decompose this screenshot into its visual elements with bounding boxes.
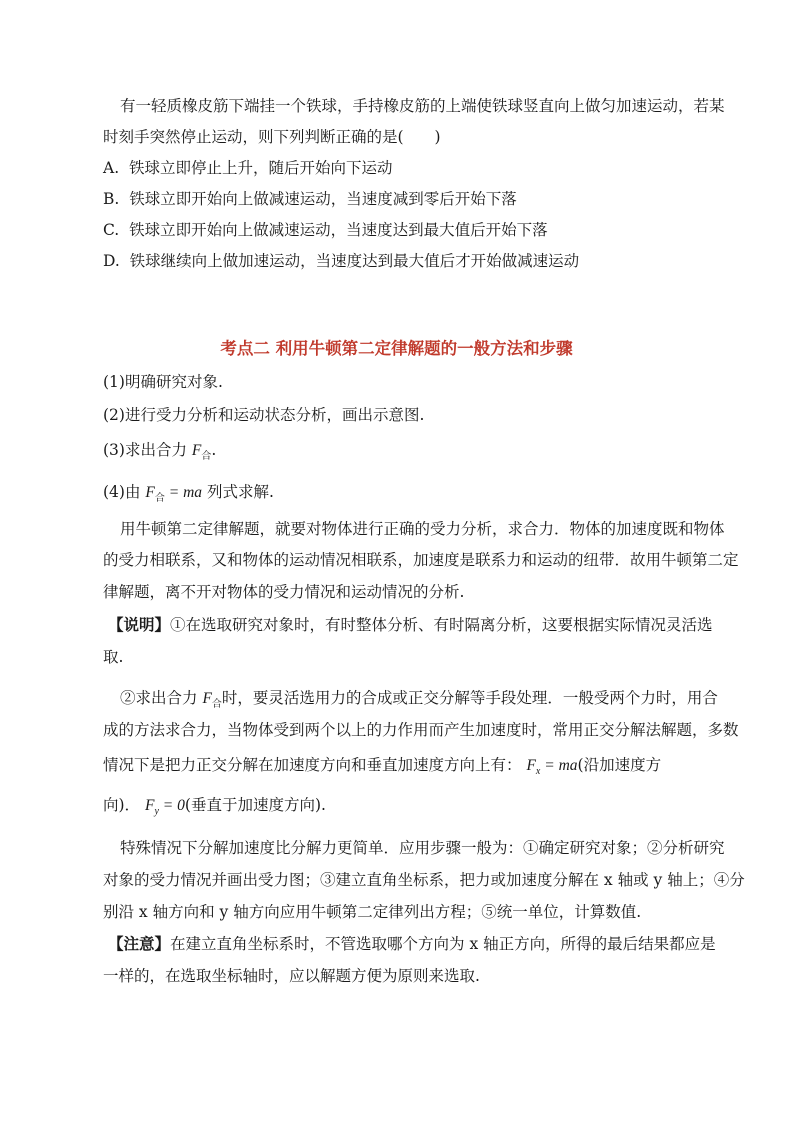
note2-line3 [103,755,661,782]
option-text: 铁球继续向上做加速运动，当速度达到最大值后才开始做减速运动 [129,252,580,270]
para1-line1: 用牛顿第二定律解题，就要对物体进行正确的受力分析，求合力．物体的加速度既和物体 [120,520,725,538]
section-heading: 考点二 利用牛顿第二定律解题的一般方法和步骤 [220,339,573,358]
option-b [103,189,517,209]
para2-line1: 特殊情况下分解加速度比分解力更简单．应用步骤一般为：①确定研究对象；②分析研究 [120,839,725,857]
para1-line2: 的受力相联系，又和物体的运动情况相联系，加速度是联系力和运动的纽带．故用牛顿第二定 [103,551,739,569]
option-letter: C. [103,221,120,239]
option-c [103,220,548,240]
option-text: 铁球立即开始向上做减速运动，当速度达到最大值后开始下落 [129,221,548,239]
note1-line2: 取. [103,648,124,666]
formula-f: $F_合$ [202,690,222,710]
note2-line4 [103,795,326,822]
step-3-suffix: . [211,441,217,459]
formula-fy: $F_y = 0$ [145,797,185,817]
option-a [103,158,393,178]
formula-fx: $F_x$ = ma [526,757,578,777]
note-label: 【说明】 [108,615,171,634]
caution-line1 [108,934,716,954]
note2-line1 [120,688,718,715]
para2-line2: 对象的受力情况并画出受力图；③建立直角坐标系，把力或加速度分解在 x 轴或 y 轴上；④分 [103,871,745,889]
option-letter: A. [103,159,120,177]
step-4-suffix: 列式求解. [202,483,274,501]
question-stem-line1: 有一轻质橡皮筋下端挂一个铁球，手持橡皮筋的上端使铁球竖直向上做匀加速运动，若某 [120,97,725,115]
formula-newton: $F_合$ = ma [145,484,203,504]
step-2: (2)进行受力分析和运动状态分析，画出示意图. [103,406,425,424]
option-text: 铁球立即停止上升，随后开始向下运动 [128,159,393,177]
caution-label: 【注意】 [108,934,171,953]
note1-line1 [108,615,713,635]
formula-f: $F_合$ [191,442,212,462]
option-letter: B. [103,190,120,208]
option-d [103,251,579,271]
step-1: (1)明确研究对象. [103,373,223,391]
note1-text: ①在选取研究对象时，有时整体分析、有时隔离分析，这要根据实际情况灵活选 [170,616,713,634]
note2-line2: 成的方法求合力，当物体受到两个以上的力作用而产生加速度时，常用正交分解法解题，多数 [103,721,739,739]
question-stem-line2: 时刻手突然停止运动，则下列判断正确的是( ) [103,128,441,146]
option-letter: D. [103,252,120,270]
para2-line3: 别沿 x 轴方向和 y 轴方向应用牛顿第二定律列出方程；⑤统一单位，计算数值. [103,903,642,921]
caution-line2: 一样的，在选取坐标轴时，应以解题方便为原则来选取. [103,967,480,985]
note2-tail: (垂直于加速度方向). [184,796,326,814]
para1-line3: 律解题，离不开对物体的受力情况和运动情况的分析. [103,583,465,601]
note2-prefix: 向)． [103,796,141,814]
step-4 [103,482,274,509]
note2-text: 时，要灵活选用力的合成或正交分解等手段处理．一般受两个力时，用合 [221,689,718,707]
step-3-text: (3)求出合力 [103,441,192,459]
step-4-text: (4)由 [103,483,146,501]
option-text: 铁球立即开始向上做减速运动，当速度减到零后开始下落 [129,190,517,208]
caution-text: 在建立直角坐标系时，不管选取哪个方向为 x 轴正方向，所得的最后结果都应是 [170,935,716,953]
step-3 [103,440,216,467]
note2-prefix: ②求出合力 [120,689,203,707]
note2-text: 情况下是把力正交分解在加速度方向和垂直加速度方向上有： [103,756,522,774]
note2-tail: (沿加速度方 [577,756,662,774]
